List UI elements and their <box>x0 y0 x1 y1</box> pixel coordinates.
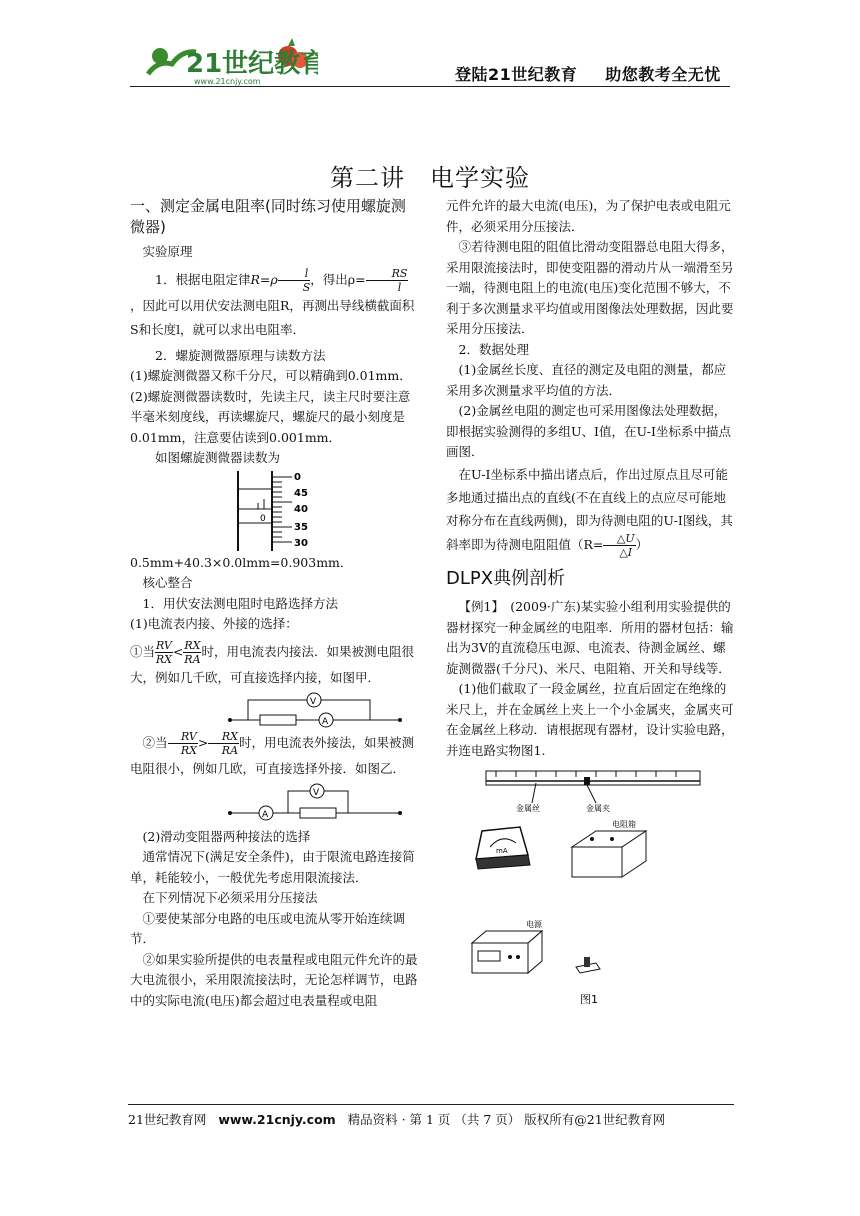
label-resistance-box: 电阻箱 <box>612 820 636 829</box>
header-divider <box>130 86 730 87</box>
fraction-rs-l: $\frac{RS}{l}$ <box>366 267 409 294</box>
micrometer-main-scale: 0 <box>260 513 266 524</box>
micrometer-reading-method: (2)螺旋测微器读数时，先读主尺，读主尺时要注意半毫米刻度线，再读螺旋尺，螺旋尺的最小刻度是0.01mm，注意要估读到0.001mm． <box>130 388 411 445</box>
rheostat-heading: (2)滑动变阻器两种接法的选择 <box>142 828 311 844</box>
page-footer <box>128 1110 665 1128</box>
fraction-l-s: $\frac{l}{S}$ <box>278 267 311 294</box>
micrometer-figure-intro: 如图螺旋测微器读数为 <box>155 450 281 465</box>
label-milliammeter: mA <box>496 847 508 855</box>
logo-text: 21世纪教育 <box>186 49 318 79</box>
fraction-rv-rx: $\frac{RV}{RX}$ <box>155 638 172 666</box>
data-processing-heading: 2．数据处理 <box>458 341 529 357</box>
right-case-3: ③若待测电阻的阻值比滑动变阻器总电阻大得多，采用限流接法时，即使变阻器的滑动片从一端滑至另一端，待测电阻上的电流(电压)变化范围不够大，不利于多次测量求平均值或用图像法处理数据，因此要采用分压接法． <box>446 239 734 336</box>
left-column <box>130 196 418 1011</box>
micrometer-tick-40: 40 <box>294 503 308 515</box>
example-1-intro: 【例1】 (2009·广东)某实验小组利用实验提供的器材探究一种金属丝的电阻率．所用的器材包括：输出为3V的直流稳压电源、电流表、待测金属丝、螺旋测微器(千分尺)、米尺、电阻箱、开关和导线等． <box>446 599 734 676</box>
label-metal-clip: 金属夹 <box>586 804 610 813</box>
footer-url[interactable]: www.21cnjy.com <box>218 1112 336 1127</box>
fraction-rx-ra-2: $\frac{RX}{RA}$ <box>208 730 239 757</box>
micrometer-tick-35: 35 <box>294 521 308 533</box>
micrometer-precision: (1)螺旋测微器又称千分尺，可以精确到0.01mm． <box>130 368 412 383</box>
header-slogan <box>455 62 721 85</box>
logo-url: www.21cnjy.com <box>194 77 261 86</box>
example-1-part-1: (1)他们截取了一段金属丝，拉直后固定在绝缘的米尺上，并在金属丝上夹上一个小金属夹，金属夹可在金属丝上移动．请根据现有器材，设计实验电路，并连电路实物图1. <box>446 681 734 758</box>
principle-label: 实验原理 <box>142 244 193 259</box>
rheostat-case-1: ①要使某部分电路的电压或电流从零开始连续调节． <box>130 910 406 946</box>
footer-divider <box>128 1104 734 1105</box>
fraction-rv-rx-2: $\frac{RV}{RX}$ <box>168 730 198 757</box>
slogan-login: 登陆21世纪教育 <box>455 65 578 84</box>
right-continuation: 元件允许的最大电流(电压)，为了保护电表或电阻元件，必须采用分压接法． <box>446 198 731 234</box>
circuit-diagram-outer <box>130 781 418 823</box>
paragraph-inner-connection: ①当 $\frac{RV}{RX}$ < $\frac{RX}{RA}$ 时，用电流表内接法．如果被测电阻很大，例如几千欧，可直接选择内接，如图甲． <box>130 638 414 685</box>
micrometer-reading-result: 0.5mm+40.3×0.0lmm=0.903mm． <box>130 554 353 570</box>
label-power-supply: 电源 <box>526 920 542 929</box>
outer-voltmeter-label: V <box>313 787 320 798</box>
core-item-ammeter: (1)电流表内接、外接的选择： <box>130 616 298 631</box>
paragraph-resistance-law: 1．根据电阻定律R=ρ $\frac{l}{S}$ ，得出ρ= $\frac{RS}{l}$ ，因此可以用伏安法测电阻R，再测出导线横截面积S和长度l，就可以求出电阻率． <box>130 266 415 337</box>
rheostat-default: 通常情况下(满足安全条件)，由于限流电路连接简单，耗能较小，一般优先考虑用限流接法． <box>130 849 415 885</box>
right-column <box>446 196 734 1007</box>
fraction-rx-ra: $\frac{RX}{RA}$ <box>184 638 201 666</box>
rheostat-case-2: ②如果实验所提供的电表量程或电阻元件允许的最大电流很小，采用限流接法时，无论怎样调节，电路中的实际电流(电压)都会超过电表量程或电阻 <box>130 951 418 1008</box>
inner-ammeter-label: A <box>322 716 329 727</box>
core-label: 核心整合 <box>142 575 193 590</box>
outer-ammeter-label: A <box>262 809 269 820</box>
figure-1-caption: 图1 <box>580 993 598 1006</box>
label-metal-wire: 金属丝 <box>516 804 540 813</box>
core-item-1: 1．用伏安法测电阻时电路选择方法 <box>142 595 338 611</box>
data-processing-2: (2)金属丝电阻的测定也可采用图像法处理数据，即根据实验测得的多组U、I值，在U-I坐标系中描点画图． <box>446 403 731 459</box>
micrometer-figure <box>130 469 418 553</box>
footer-info: 精品资料 · 第 1 页 （共 7 页） 版权所有@21世纪教育网 <box>347 1112 666 1127</box>
section-title-examples: DLPX典例剖析 <box>446 567 566 589</box>
site-logo[interactable] <box>138 30 318 86</box>
section-title-resistivity: 一、测定金属电阻率(同时练习使用螺旋测微器) <box>130 197 406 236</box>
micrometer-tick-45: 45 <box>294 487 308 499</box>
circuit-diagram-inner <box>130 690 418 730</box>
data-processing-1: (1)金属丝长度、直径的测定及电阻的测量，都应采用多次测量求平均值的方法． <box>446 362 727 398</box>
fraction-du-di: $\frac{\triangle U}{\triangle I}$ <box>603 532 635 559</box>
micrometer-heading: 2．螺旋测微器原理与读数方法 <box>155 347 326 363</box>
figure-1-apparatus <box>446 767 734 1007</box>
footer-site: 21世纪教育网 <box>128 1112 207 1127</box>
slogan-help: 助您教考全无忧 <box>605 65 721 84</box>
page-title: 第二讲 电学实验 <box>330 164 530 192</box>
micrometer-tick-30: 30 <box>294 537 308 549</box>
logo-graphic <box>138 30 318 86</box>
micrometer-tick-0: 0 <box>294 471 301 483</box>
inner-voltmeter-label: V <box>310 696 317 707</box>
data-processing-graph: 在U-I坐标系中描出诸点后，作出过原点且尽可能多地通过描出点的直线(不在直线上的点应尽可能地对称分布在直线两侧)，即为待测电阻的U-I图线，其斜率即为待测电阻阻值（R= $\frac{\triangle U}{\triangle I}$ ） <box>446 466 733 559</box>
rheostat-must-divider: 在下列情况下必须采用分压接法 <box>142 890 318 905</box>
paragraph-outer-connection: ②当 $\frac{RV}{RX}$ > $\frac{RX}{RA}$ 时，用电流表外接法，如果被测电阻很小，例如几欧，可直接选择外接．如图乙． <box>130 729 414 776</box>
